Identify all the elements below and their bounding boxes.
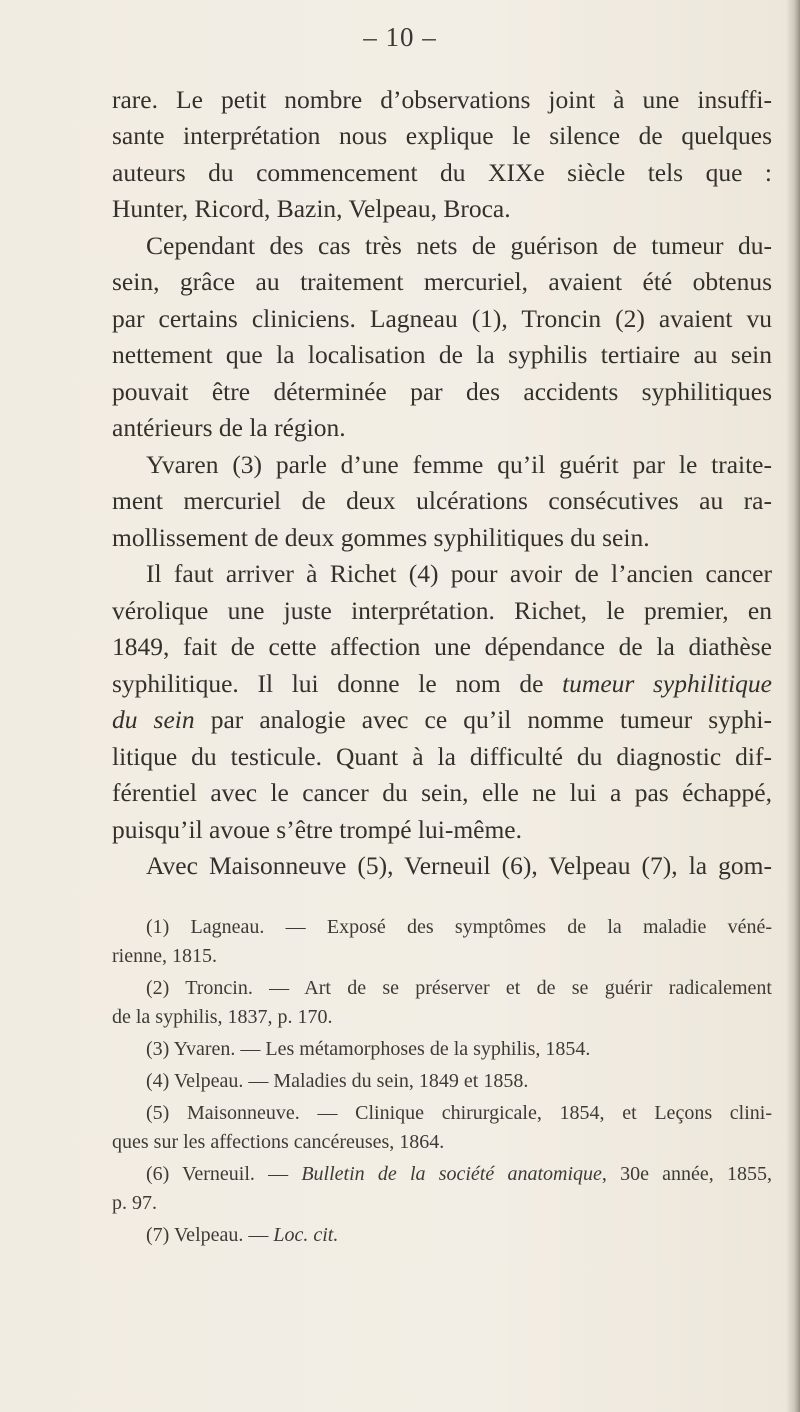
text-line: auteurs du commencement du XIXe siècle tels que : [112, 158, 772, 187]
text-line: antérieurs de la région. [112, 413, 346, 442]
text-line: Cependant des cas très nets de guérison de tumeur du- [146, 231, 772, 260]
text-line: Il faut arriver à Richet (4) pour avoir de l’ancien cancer [146, 559, 772, 588]
italic-term: tumeur syphilitique [562, 669, 772, 698]
page-number: – 10 – [363, 22, 437, 52]
text-span: (6) Verneuil. — [146, 1163, 289, 1185]
text-line: Avec Maisonneuve (5), Verneuil (6), Velpeau (7), la gom- [146, 851, 772, 880]
footnote-line: p. 97. [112, 1192, 157, 1214]
text-line-mixed [112, 669, 772, 699]
footnote-line: ques sur les affections cancéreuses, 1864. [112, 1131, 445, 1153]
text-line: vérolique une juste interprétation. Richet, le premier, en [112, 596, 772, 625]
text-line: férentiel avec le cancer du sein, elle ne lui a pas échappé, [112, 778, 772, 807]
text-line: Yvaren (3) parle d’une femme qu’il guérit par le traite- [146, 450, 772, 479]
italic-title: Loc. cit. [273, 1224, 339, 1246]
text-line-mixed [112, 705, 772, 735]
footnote-line-mixed [146, 1162, 772, 1186]
text-line: par certains cliniciens. Lagneau (1), Troncin (2) avaient vu [112, 304, 772, 333]
text-line: Hunter, Ricord, Bazin, Velpeau, Broca. [112, 194, 511, 223]
text-span: , 30e année, 1855, [601, 1163, 773, 1185]
text-line: mollissement de deux gommes syphilitiques du sein. [112, 523, 650, 552]
footnote-line-mixed [146, 1223, 772, 1247]
footnote-line: (4) Velpeau. — Maladies du sein, 1849 et 1858. [146, 1070, 529, 1092]
text-span: par analogie avec ce qu’il nomme tumeur syphi- [210, 705, 773, 734]
page-edge-shadow [786, 0, 800, 1412]
footnote-line: (5) Maisonneuve. — Clinique chirurgicale, 1854, et Leçons clini- [146, 1102, 772, 1124]
text-line: sante interprétation nous explique le silence de quelques [112, 121, 772, 150]
footnote-line: (1) Lagneau. — Exposé des symptômes de la maladie véné- [146, 916, 772, 938]
text-line: 1849, fait de cette affection une dépendance de la diathèse [112, 632, 772, 661]
footnote-line: de la syphilis, 1837, p. 170. [112, 1006, 333, 1028]
text-line: litique du testicule. Quant à la difficulté du diagnostic dif- [112, 742, 772, 771]
italic-title: Bulletin de la société anatomique [301, 1163, 602, 1185]
italic-term: du sein [112, 705, 195, 734]
footnote-line: (3) Yvaren. — Les métamorphoses de la syphilis, 1854. [146, 1038, 591, 1060]
text-line: sein, grâce au traitement mercuriel, avaient été obtenus [112, 267, 772, 296]
footnote-line: rienne, 1815. [112, 945, 217, 967]
text-line: puisqu’il avoue s’être trompé lui-même. [112, 815, 523, 844]
footnote-line: (2) Troncin. — Art de se préserver et de se guérir radicalement [146, 977, 772, 999]
text-line: pouvait être déterminée par des accidents syphilitiques [112, 377, 772, 406]
text-line: ment mercuriel de deux ulcérations consécutives au ra- [112, 486, 772, 515]
text-span: (7) Velpeau. — [146, 1224, 269, 1246]
text-line: nettement que la localisation de la syphilis tertiaire au sein [112, 340, 772, 369]
text-span: syphilitique. Il lui donne le nom de [112, 669, 544, 698]
text-line: rare. Le petit nombre d’observations joint à une insuffi- [112, 85, 772, 114]
